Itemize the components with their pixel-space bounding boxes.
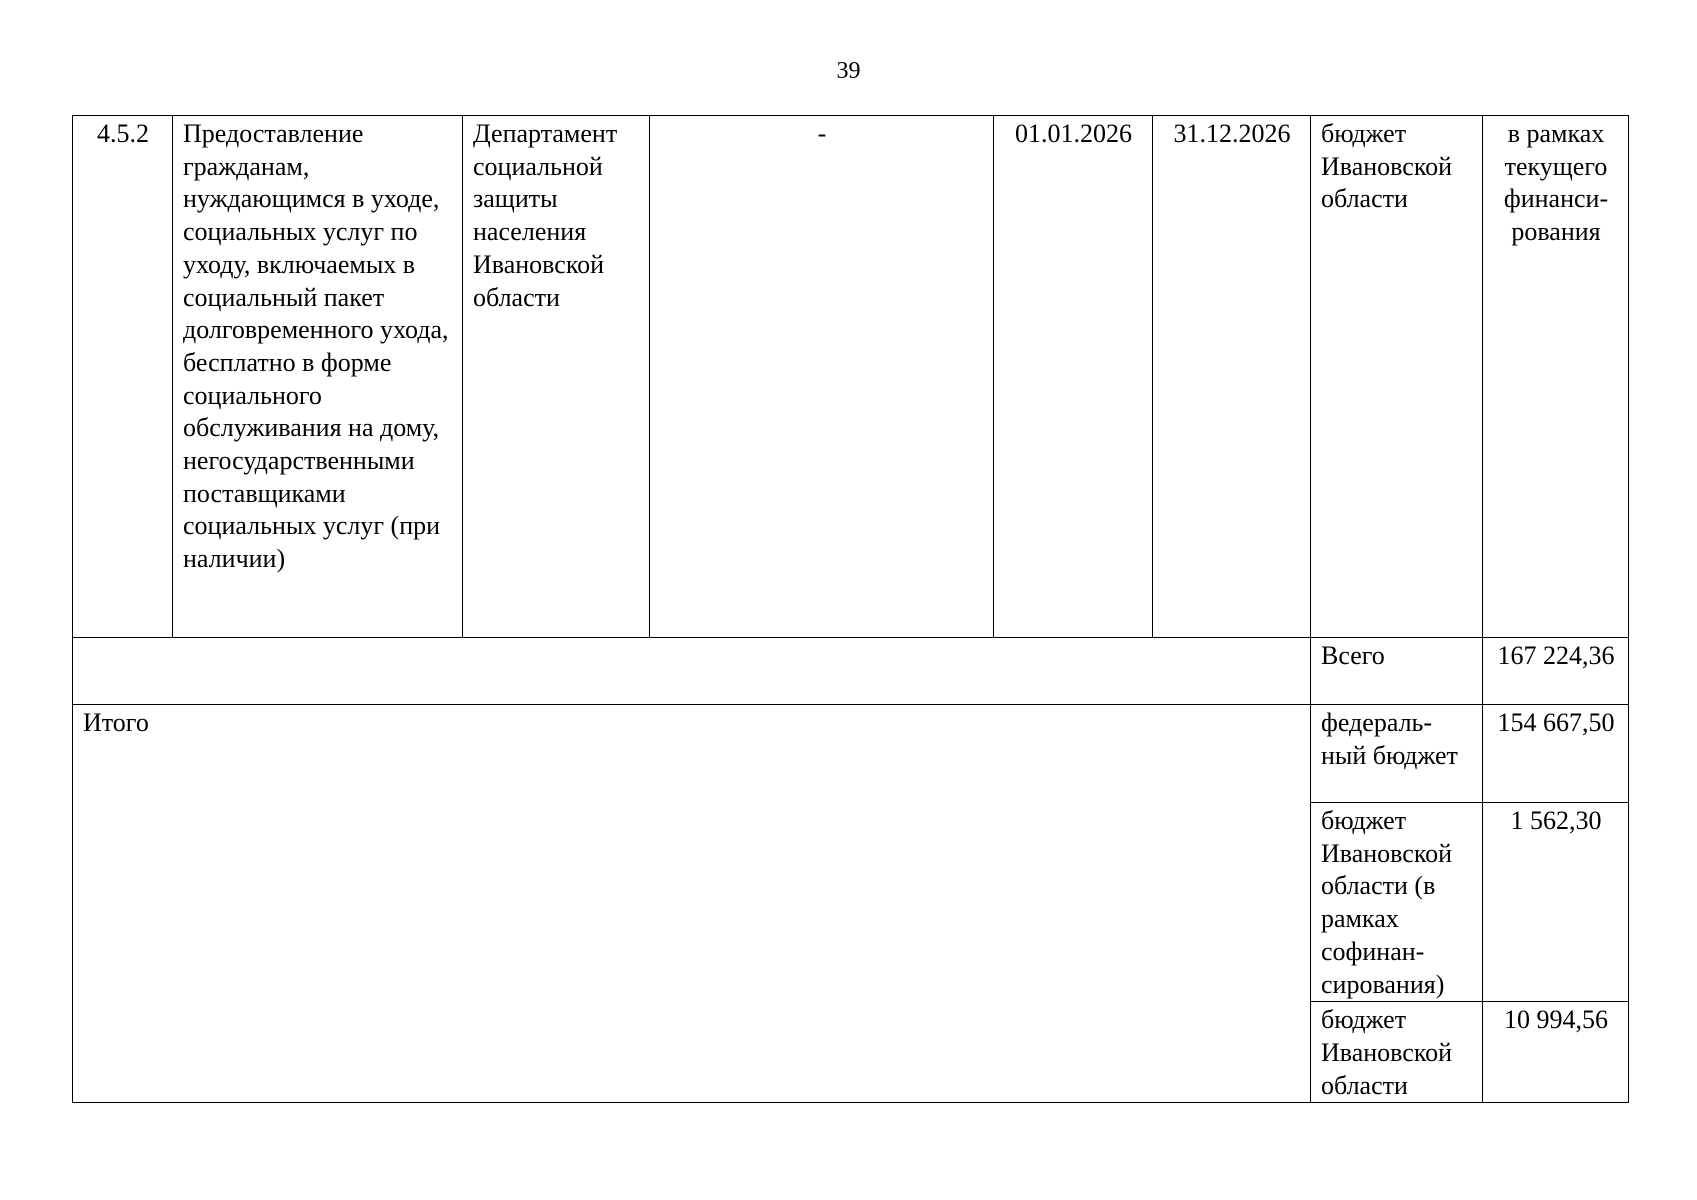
itogo-source: бюджет Ивановской области (в рамках софинан-сирования) xyxy=(1311,803,1483,1002)
activity-name: Предоставление гражданам, нуждающимся в уходе, социальных услуг по уходу, включаемых в социальный пакет долговременного ухода, бесплатно в форме социального обслуживания на дому, негосударственными поставщиками социальных услуг (при наличии) xyxy=(173,116,463,638)
page-number: 39 xyxy=(836,58,861,84)
funding-amount: в рамках текущего финанси-рования xyxy=(1483,116,1629,638)
itogo-source: федераль-ный бюджет xyxy=(1311,705,1483,803)
expected-result: - xyxy=(650,116,994,638)
table-row-4-5-2 xyxy=(73,116,1629,638)
itogo-label: Итого xyxy=(73,705,1311,1103)
row-number: 4.5.2 xyxy=(73,116,173,638)
funding-source: бюджет Ивановской области xyxy=(1311,116,1483,638)
itogo-value: 1 562,30 xyxy=(1483,803,1629,1002)
activity-funding-table xyxy=(72,115,1629,1103)
start-date: 01.01.2026 xyxy=(994,116,1153,638)
table-row-itogo-federal xyxy=(73,705,1629,803)
itogo-source: бюджет Ивановской области xyxy=(1311,1002,1483,1103)
total-label: Всего xyxy=(1311,638,1483,705)
itogo-value: 10 994,56 xyxy=(1483,1002,1629,1103)
table-row-total xyxy=(73,638,1629,705)
total-value: 167 224,36 xyxy=(1483,638,1629,705)
itogo-value: 154 667,50 xyxy=(1483,705,1629,803)
empty-merged-cell xyxy=(73,638,1311,705)
end-date: 31.12.2026 xyxy=(1153,116,1311,638)
responsible-executor: Департамент социальной защиты населения Ивановской области xyxy=(463,116,650,638)
